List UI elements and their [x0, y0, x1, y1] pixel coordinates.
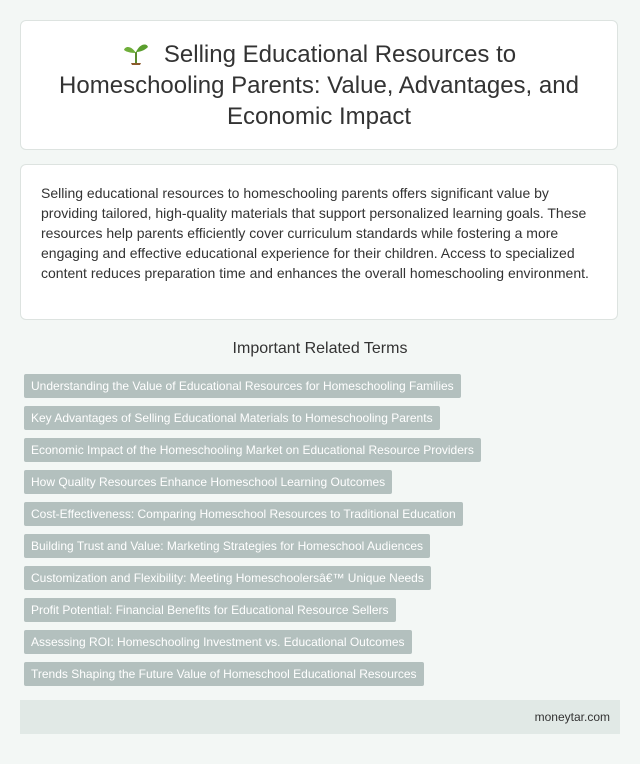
- related-terms-list: [24, 374, 620, 694]
- related-term-tag[interactable]: Cost-Effectiveness: Comparing Homeschool Resources to Traditional Education: [24, 502, 463, 526]
- related-term-tag[interactable]: How Quality Resources Enhance Homeschool Learning Outcomes: [24, 470, 392, 494]
- related-term-tag[interactable]: Building Trust and Value: Marketing Strategies for Homeschool Audiences: [24, 534, 430, 558]
- related-term-tag[interactable]: Customization and Flexibility: Meeting Homeschoolersâ€™ Unique Needs: [24, 566, 431, 590]
- sprout-icon: [122, 41, 150, 65]
- related-term-tag[interactable]: Trends Shaping the Future Value of Homeschool Educational Resources: [24, 662, 424, 686]
- related-terms-heading: Important Related Terms: [232, 340, 408, 357]
- related-term-tag[interactable]: Economic Impact of the Homeschooling Market on Educational Resource Providers: [24, 438, 481, 462]
- page-title: [21, 39, 617, 132]
- intro-text: Selling educational resources to homeschooling parents offers significant value by providing tailored, high-quality materials that support personalized learning goals. These resources help parents efficiently cover curriculum standards while fostering a more engaging and effective educational experience for their children. Access to specialized content reduces preparation time and enhances the overall homeschooling environment.: [41, 185, 589, 281]
- related-term-tag[interactable]: Understanding the Value of Educational Resources for Homeschooling Families: [24, 374, 461, 398]
- related-term-tag[interactable]: Key Advantages of Selling Educational Materials to Homeschooling Parents: [24, 406, 440, 430]
- related-term-tag[interactable]: Profit Potential: Financial Benefits for Educational Resource Sellers: [24, 598, 396, 622]
- title-card: [20, 20, 618, 150]
- footer-site-link[interactable]: moneytar.com: [534, 710, 610, 724]
- intro-card: [20, 164, 618, 320]
- related-term-tag[interactable]: Assessing ROI: Homeschooling Investment vs. Educational Outcomes: [24, 630, 412, 654]
- title-text: Selling Educational Resources to Homeschooling Parents: Value, Advantages, and Economic Impact: [59, 40, 579, 130]
- footer: [20, 700, 620, 734]
